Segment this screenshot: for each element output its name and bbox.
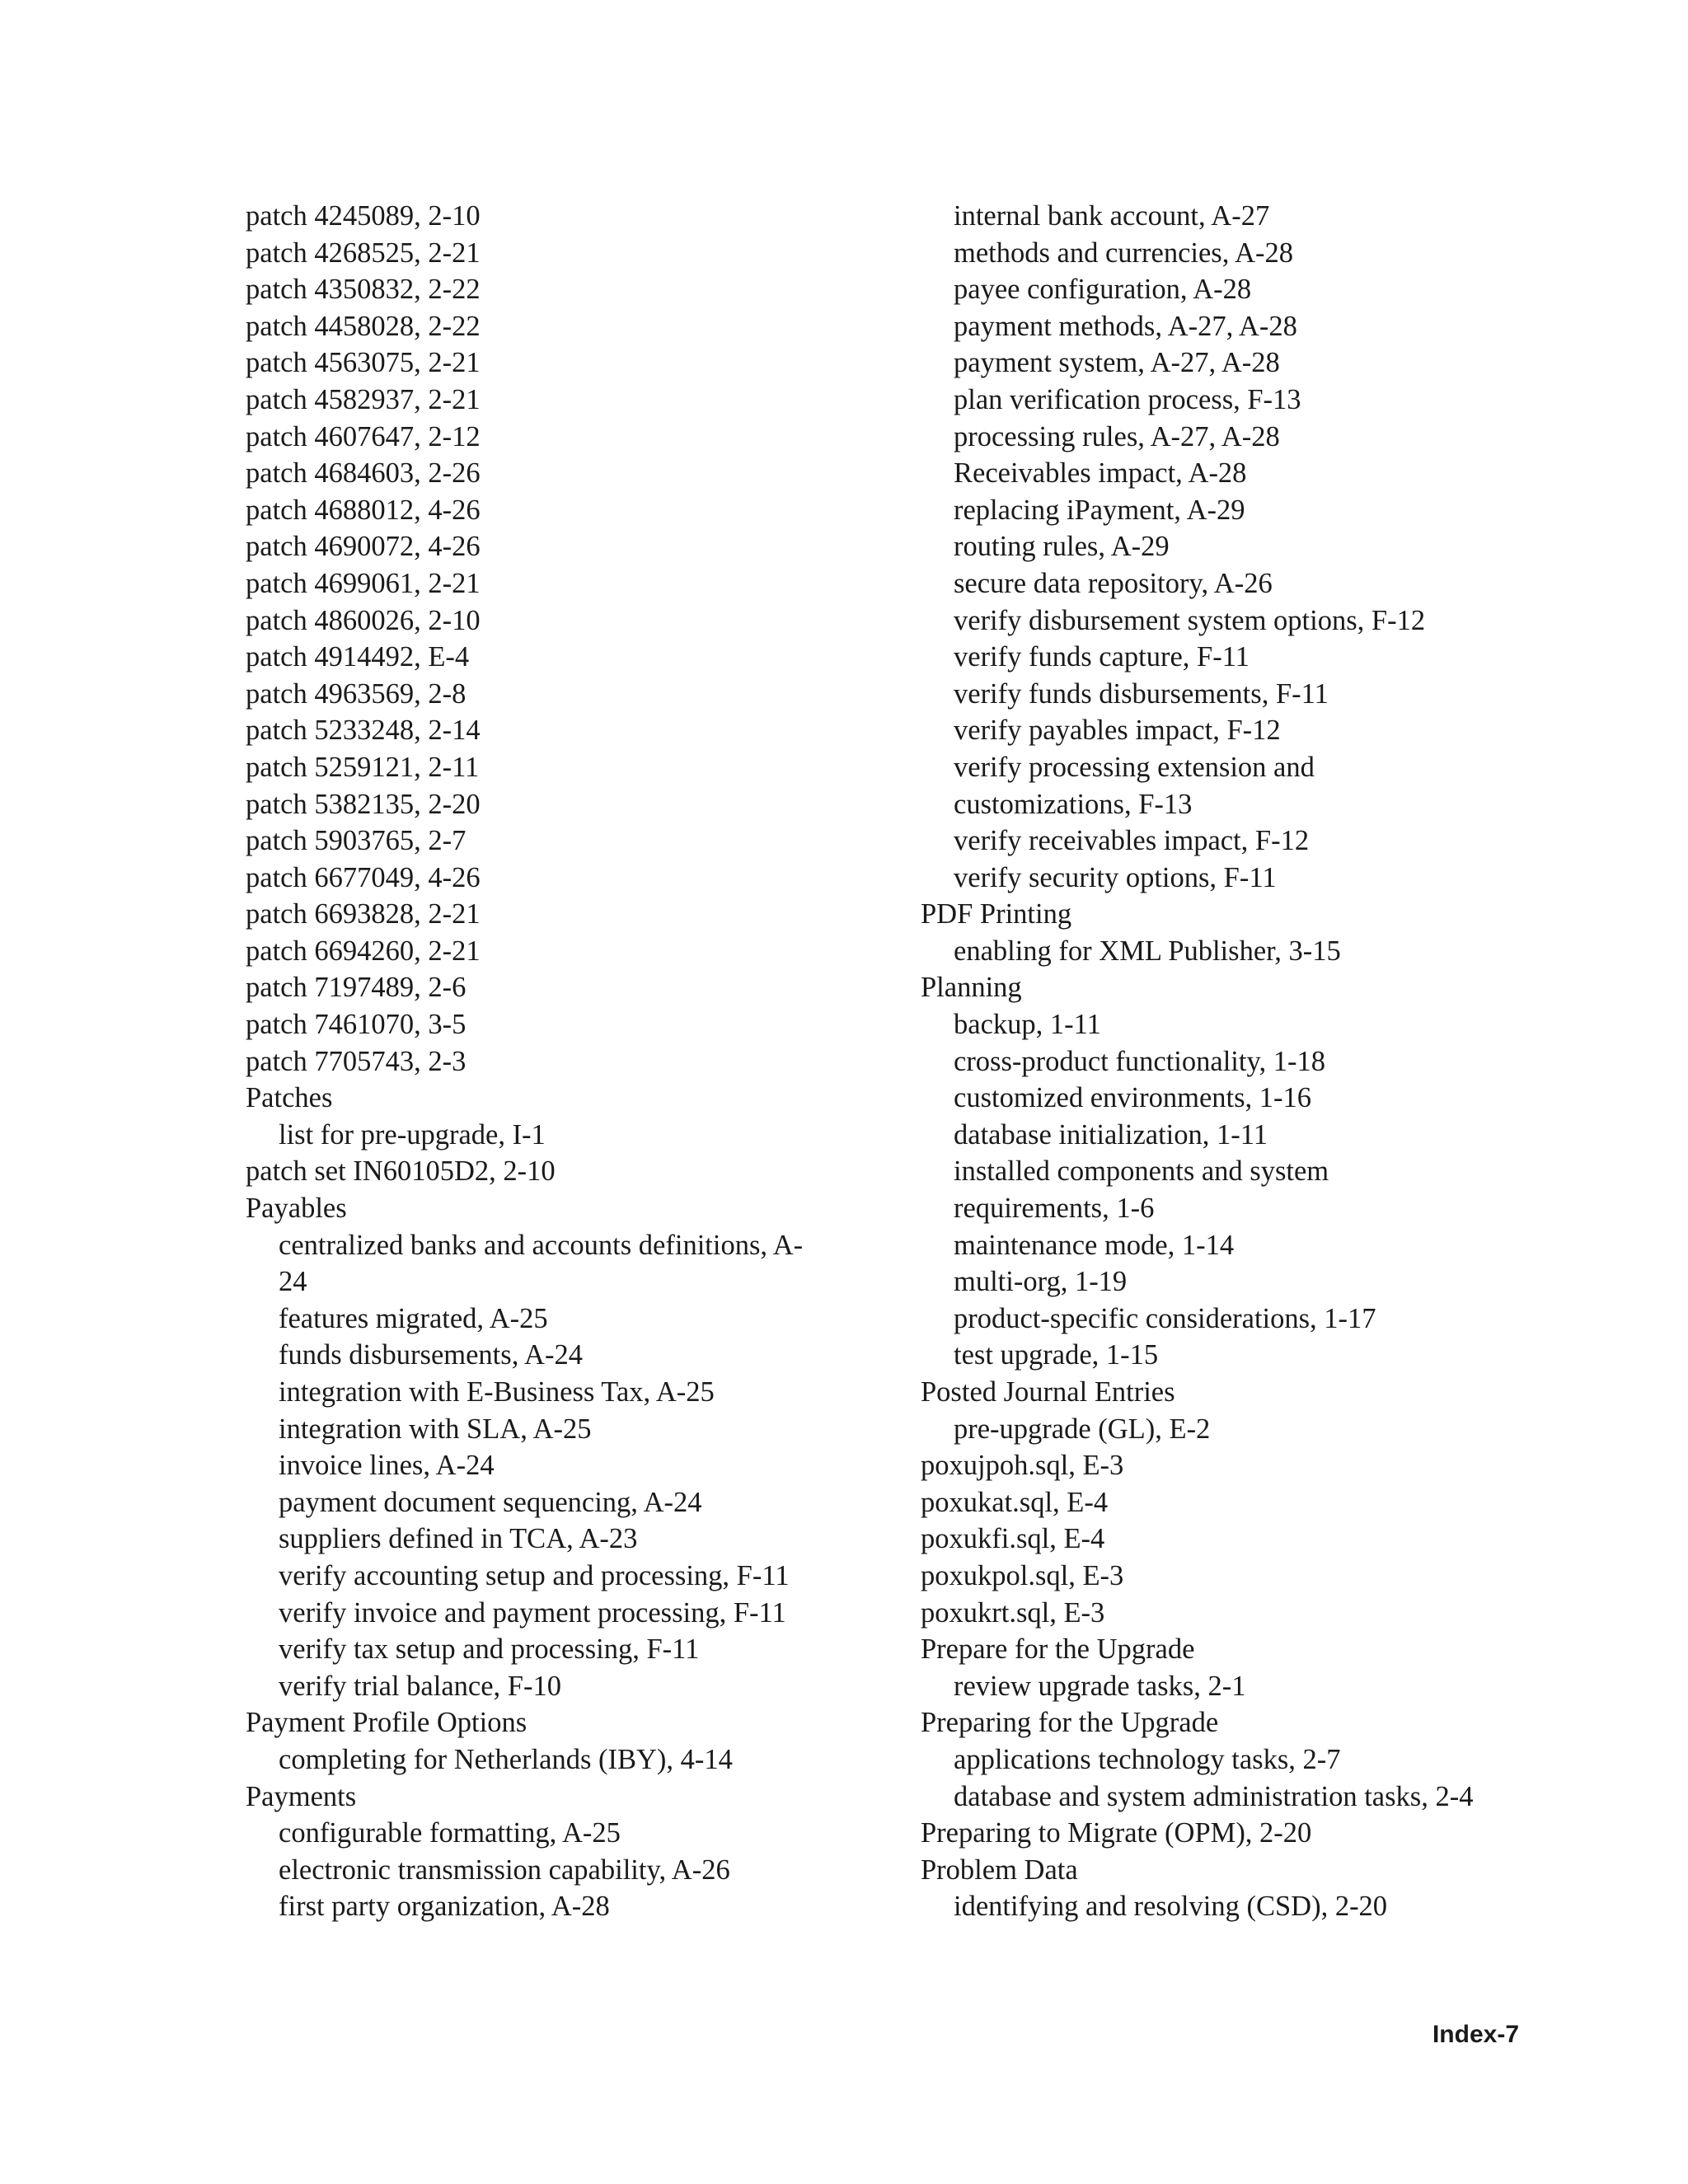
index-entry: PDF Printing — [921, 898, 1072, 930]
index-subentry: enabling for XML Publisher, 3-15 — [954, 935, 1341, 967]
index-entry: patch 4860026, 2-10 — [246, 604, 481, 636]
index-subentry: verify funds disbursements, F-11 — [954, 677, 1329, 710]
index-entry: patch 7197489, 2-6 — [246, 972, 467, 1004]
index-subentry: customized environments, 1-16 — [954, 1082, 1312, 1114]
index-entry: patch 4607647, 2-12 — [246, 420, 481, 452]
index-subentry: multi-org, 1-19 — [954, 1266, 1128, 1298]
index-subentry: verify tax setup and processing, F-11 — [279, 1633, 700, 1666]
index-subentry: installed components and system — [954, 1155, 1329, 1188]
index-subentry: 24 — [279, 1266, 307, 1298]
index-subentry: methods and currencies, A-28 — [954, 237, 1293, 269]
index-entry: Patches — [246, 1082, 333, 1114]
index-subentry: electronic transmission capability, A-26 — [279, 1854, 730, 1886]
index-entry: Posted Journal Entries — [921, 1376, 1175, 1408]
index-subentry: configurable formatting, A-25 — [279, 1817, 621, 1849]
index-entry: patch 4690072, 4-26 — [246, 531, 481, 563]
index-subentry: verify processing extension and — [954, 751, 1315, 783]
index-subentry: applications technology tasks, 2-7 — [954, 1743, 1341, 1775]
index-subentry: review upgrade tasks, 2-1 — [954, 1670, 1246, 1702]
index-subentry: payment system, A-27, A-28 — [954, 347, 1280, 379]
index-subentry: database initialization, 1-11 — [954, 1118, 1268, 1151]
index-entry: Payments — [246, 1780, 357, 1812]
index-subentry: cross-product functionality, 1-18 — [954, 1045, 1325, 1077]
index-subentry: verify invoice and payment processing, F-11 — [279, 1596, 786, 1629]
index-column-left — [246, 198, 872, 1925]
index-entry: patch 5259121, 2-11 — [246, 751, 480, 783]
index-subentry: first party organization, A-28 — [279, 1891, 610, 1923]
index-subentry: verify funds capture, F-11 — [954, 641, 1250, 673]
index-entry: patch 5382135, 2-20 — [246, 788, 481, 820]
index-entry: patch 4268525, 2-21 — [246, 237, 481, 269]
index-subentry: plan verification process, F-13 — [954, 383, 1301, 415]
index-entry: patch 6694260, 2-21 — [246, 935, 481, 967]
index-subentry: verify disbursement system options, F-12 — [954, 604, 1426, 636]
index-entry: patch 6693828, 2-21 — [246, 898, 481, 930]
index-entry: poxukfi.sql, E-4 — [921, 1523, 1105, 1555]
index-entry: patch 4458028, 2-22 — [246, 310, 481, 342]
index-subentry: pre-upgrade (GL), E-2 — [954, 1413, 1211, 1445]
index-entry: patch 4245089, 2-10 — [246, 200, 481, 232]
index-entry: patch 4914492, E-4 — [246, 641, 470, 673]
index-entry: patch 4684603, 2-26 — [246, 457, 481, 490]
index-subentry: invoice lines, A-24 — [279, 1450, 495, 1482]
index-subentry: verify trial balance, F-10 — [279, 1670, 561, 1702]
page-number: Index-7 — [1432, 2021, 1519, 2048]
index-subentry: payee configuration, A-28 — [954, 274, 1252, 306]
index-entry: patch 7461070, 3-5 — [246, 1009, 467, 1041]
index-entry: patch 4350832, 2-22 — [246, 274, 481, 306]
index-subentry: payment document sequencing, A-24 — [279, 1486, 702, 1518]
index-subentry: requirements, 1-6 — [954, 1193, 1155, 1225]
index-subentry: product-specific considerations, 1-17 — [954, 1302, 1376, 1334]
index-subentry: database and system administration tasks, 2-4 — [954, 1780, 1474, 1812]
index-subentry: integration with E-Business Tax, A-25 — [279, 1376, 715, 1408]
index-subentry: list for pre-upgrade, I-1 — [279, 1118, 546, 1151]
index-entry: Prepare for the Upgrade — [921, 1633, 1195, 1666]
index-entry: patch 4699061, 2-21 — [246, 567, 481, 599]
index-subentry: identifying and resolving (CSD), 2-20 — [954, 1891, 1388, 1923]
index-entry: Preparing to Migrate (OPM), 2-20 — [921, 1817, 1312, 1849]
index-subentry: customizations, F-13 — [954, 788, 1193, 820]
index-subentry: secure data repository, A-26 — [954, 567, 1273, 599]
index-subentry: processing rules, A-27, A-28 — [954, 420, 1280, 452]
index-entry: patch 6677049, 4-26 — [246, 861, 481, 893]
index-entry: poxujpoh.sql, E-3 — [921, 1450, 1124, 1482]
index-subentry: backup, 1-11 — [954, 1009, 1101, 1041]
index-entry: Problem Data — [921, 1854, 1078, 1886]
index-entry: Planning — [921, 972, 1022, 1004]
index-subentry: completing for Netherlands (IBY), 4-14 — [279, 1743, 733, 1775]
index-subentry: integration with SLA, A-25 — [279, 1413, 592, 1445]
index-subentry: verify security options, F-11 — [954, 861, 1277, 893]
index-subentry: centralized banks and accounts definitions, A- — [279, 1229, 804, 1261]
index-entry: Preparing for the Upgrade — [921, 1707, 1219, 1739]
index-entry: poxukpol.sql, E-3 — [921, 1559, 1124, 1591]
index-subentry: internal bank account, A-27 — [954, 200, 1270, 232]
index-entry: Payment Profile Options — [246, 1707, 528, 1739]
index-entry: poxukat.sql, E-4 — [921, 1486, 1109, 1518]
index-subentry: maintenance mode, 1-14 — [954, 1229, 1235, 1261]
index-subentry: routing rules, A-29 — [954, 531, 1170, 563]
index-subentry: funds disbursements, A-24 — [279, 1339, 583, 1371]
index-entry: patch set IN60105D2, 2-10 — [246, 1155, 556, 1188]
index-column-right — [921, 198, 1564, 1925]
index-entry: patch 7705743, 2-3 — [246, 1045, 467, 1077]
index-subentry: verify accounting setup and processing, F-11 — [279, 1559, 790, 1591]
index-subentry: features migrated, A-25 — [279, 1302, 548, 1334]
index-subentry: replacing iPayment, A-29 — [954, 494, 1245, 526]
index-entry: patch 5903765, 2-7 — [246, 825, 467, 857]
index-entry: patch 4563075, 2-21 — [246, 347, 481, 379]
index-entry: poxukrt.sql, E-3 — [921, 1596, 1105, 1629]
index-entry: Payables — [246, 1193, 347, 1225]
index-subentry: test upgrade, 1-15 — [954, 1339, 1159, 1371]
index-entry: patch 5233248, 2-14 — [246, 715, 481, 747]
index-subentry: suppliers defined in TCA, A-23 — [279, 1523, 638, 1555]
index-subentry: verify receivables impact, F-12 — [954, 825, 1310, 857]
index-subentry: Receivables impact, A-28 — [954, 457, 1247, 490]
index-entry: patch 4963569, 2-8 — [246, 677, 467, 710]
index-subentry: payment methods, A-27, A-28 — [954, 310, 1297, 342]
index-entry: patch 4688012, 4-26 — [246, 494, 481, 526]
index-entry: patch 4582937, 2-21 — [246, 383, 481, 415]
index-subentry: verify payables impact, F-12 — [954, 715, 1281, 747]
